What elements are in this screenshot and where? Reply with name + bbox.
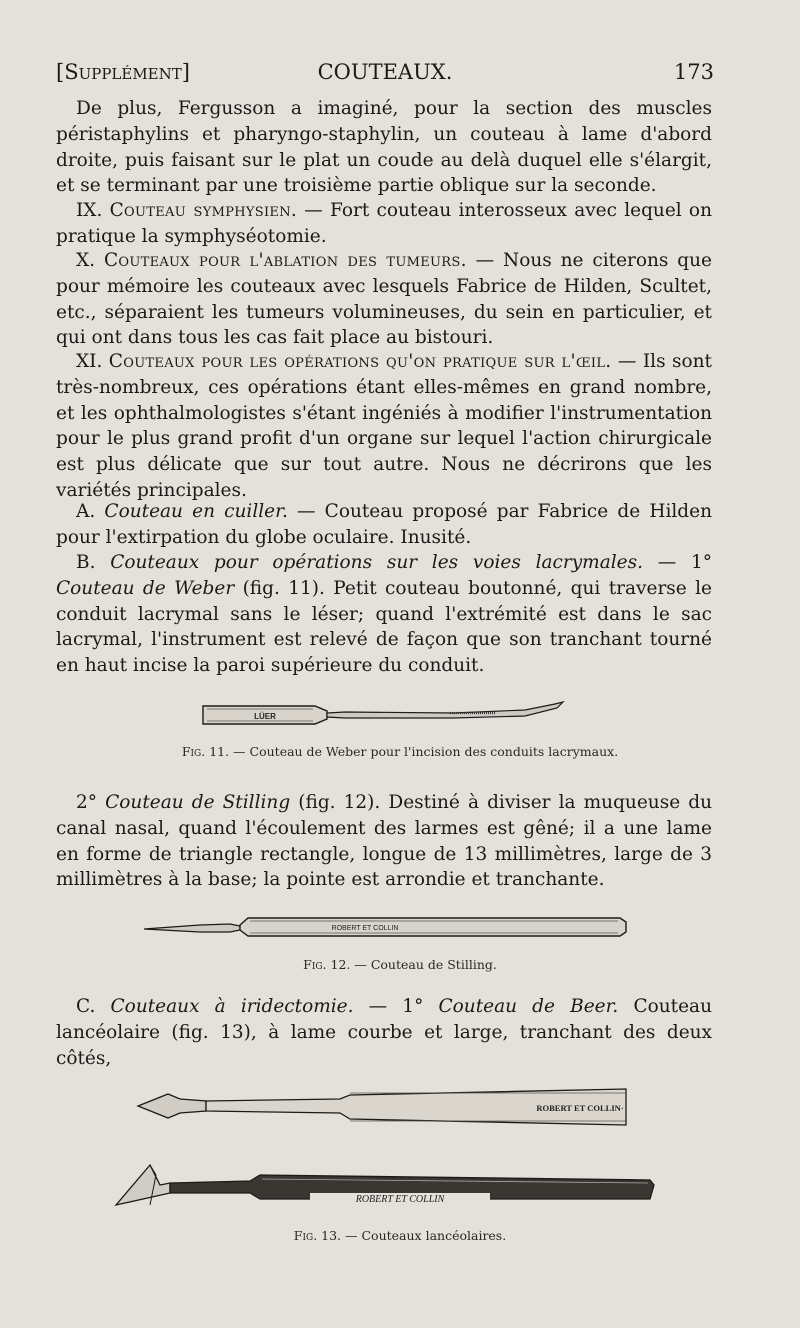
section-heading: Couteaux pour l'ablation des tumeurs. [103, 250, 467, 271]
engraving-bottom: ROBERT ET COLLIN [355, 1194, 445, 1205]
paragraph-fergusson: De plus, Fergusson a imaginé, pour la section des muscles péristaphylins et pharyngo-staphylin, un couteau à lame d'abord droite, puis faisant sur le plat un coude au delà duquel elle s'élargit, et se terminant par une troisième partie oblique sur la seconde. [56, 98, 712, 197]
paragraph-ablation-tumeurs: X. Couteaux pour l'ablation des tumeurs. — Nous ne citerons que pour mémoire les couteaux avec lesquels Fabrice de Hilden, Scultet, etc., séparaient les tumeurs volumineuses, du sein en particulier, et qui ont dans tous les cas fait place au bistouri. [56, 250, 712, 349]
figure-12-caption: Fig. 12. — Couteau de Stilling. [303, 957, 497, 972]
paragraph-operations-oeil: XI. Couteaux pour les opérations qu'on pratique sur l'œil. — Ils sont très-nombreux, ces opérations étant elles-mêmes en grand nombre, et les ophthalmologistes s'étant ingéniés à modifier l'instrumentation pour le plus grand profit d'un organe sur lequel l'action chirurgicale est plus délicate que sur tout autre. Nous ne décrirons que les variétés principales. [56, 351, 712, 501]
section-heading: Couteau symphysien. [109, 200, 298, 221]
figure-11-weber-knife [195, 696, 575, 736]
paragraph-couteau-cuiller: A. Couteau en cuiller. — Couteau proposé par Fabrice de Hilden pour l'extirpation du globe oculaire. Inusité. [56, 501, 712, 548]
figure-label: Fig. 11. [181, 744, 230, 759]
engraving-robert-collin: ROBERT ET COLLIN [331, 925, 399, 932]
engraving-luer: LÜER [254, 712, 276, 721]
section-label: [Supplément] [56, 60, 190, 84]
figure-13-lancet-knives [110, 1075, 660, 1215]
figure-label: Fig. 12. [303, 957, 351, 972]
paragraph-couteau-symphysien: IX. Couteau symphysien. — Fort couteau interosseux avec lequel on pratique la symphyséotomie. [56, 200, 712, 247]
figure-12-stilling-knife [140, 910, 630, 946]
page-title: COUTEAUX. [317, 60, 453, 84]
section-heading: Couteaux pour les opérations qu'on pratique sur l'œil. [108, 351, 612, 372]
paragraph-voies-lacrymales: B. Couteaux pour opérations sur les voies lacrymales. — 1° Couteau de Weber (fig. 11). Petit couteau boutonné, qui traverse le conduit lacrymal sans le léser; quand l'extrémité est dans le sac lacrymal, l'instrument est relevé de façon que son tranchant tourné en haut incise la paroi supérieure du conduit. [56, 552, 712, 677]
figure-label: Fig. 13. [293, 1228, 342, 1243]
running-header [56, 60, 714, 90]
paragraph-iridectomie: C. Couteaux à iridectomie. — 1° Couteau de Beer. Couteau lancéolaire (fig. 13), à lame courbe et large, tranchant des deux côtés, [56, 996, 712, 1069]
figure-13-caption: Fig. 13. — Couteaux lancéolaires. [293, 1228, 507, 1243]
engraving-top: ROBERT ET COLLIN· [536, 1103, 624, 1113]
paragraph-couteau-stilling: 2° Couteau de Stilling (fig. 12). Destiné à diviser la muqueuse du canal nasal, quand l'écoulement des larmes est gêné; il a une lame en forme de triangle rectangle, longue de 13 millimètres, large de 3 millimètres à la base; la pointe est arrondie et tranchante. [56, 792, 712, 891]
page-number: 173 [673, 60, 714, 84]
figure-11-caption: Fig. 11. — Couteau de Weber pour l'incision des conduits lacrymaux. [181, 744, 619, 759]
